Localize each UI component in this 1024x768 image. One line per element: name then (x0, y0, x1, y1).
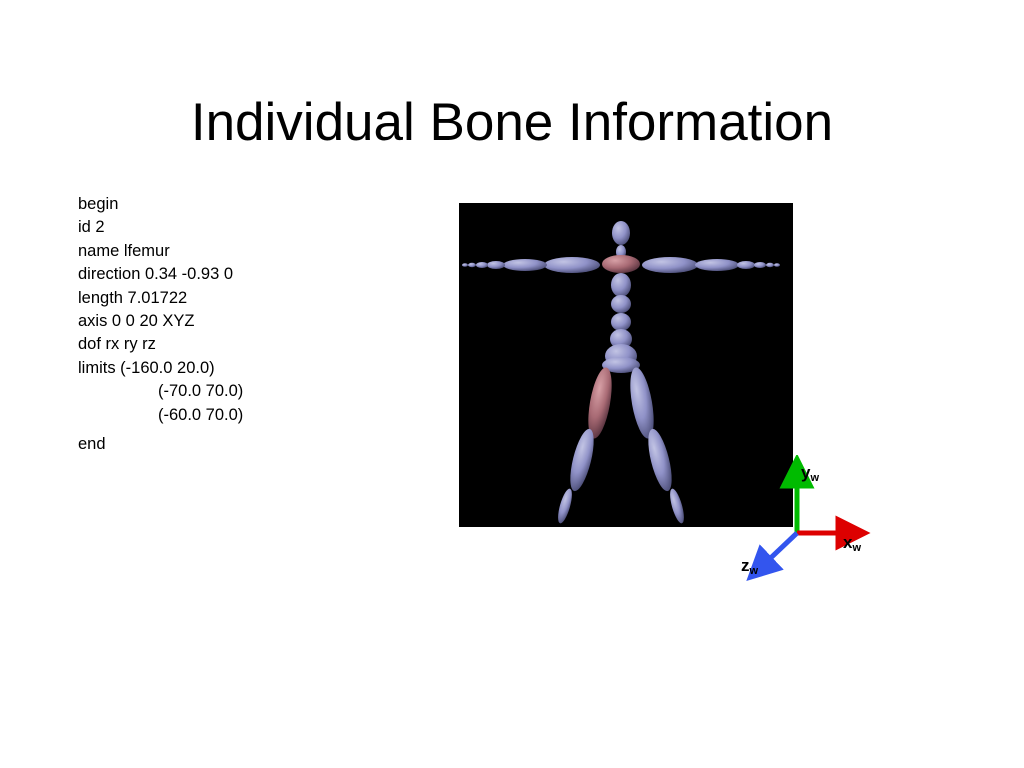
spec-line-length: length 7.01722 (78, 288, 188, 307)
spec-line-end: end (78, 435, 106, 454)
spec-line-name: name lfemur (78, 241, 170, 260)
bone-specification-text (78, 193, 418, 456)
spec-line-axis: axis 0 0 20 XYZ (78, 312, 195, 331)
spec-line-begin: begin (78, 195, 119, 213)
spec-line-limits-rz: (-60.0 70.0) (158, 405, 244, 424)
spec-line-limits-ry: (-70.0 70.0) (158, 382, 244, 401)
page-title: Individual Bone Information (190, 92, 834, 152)
y-axis-label: $y_w$ (801, 463, 820, 484)
spec-line-id: id 2 (78, 218, 105, 237)
spec-line-dof: dof rx ry rz (78, 335, 156, 354)
spec-line-direction: direction 0.34 -0.93 0 (78, 265, 234, 284)
x-axis-label: $x_w$ (843, 533, 862, 554)
spec-line-limits-rx: limits (-160.0 20.0) (78, 358, 215, 377)
z-axis-arrow (759, 533, 797, 569)
world-axes-widget (735, 455, 895, 595)
z-axis-label: $z_w$ (741, 556, 759, 577)
